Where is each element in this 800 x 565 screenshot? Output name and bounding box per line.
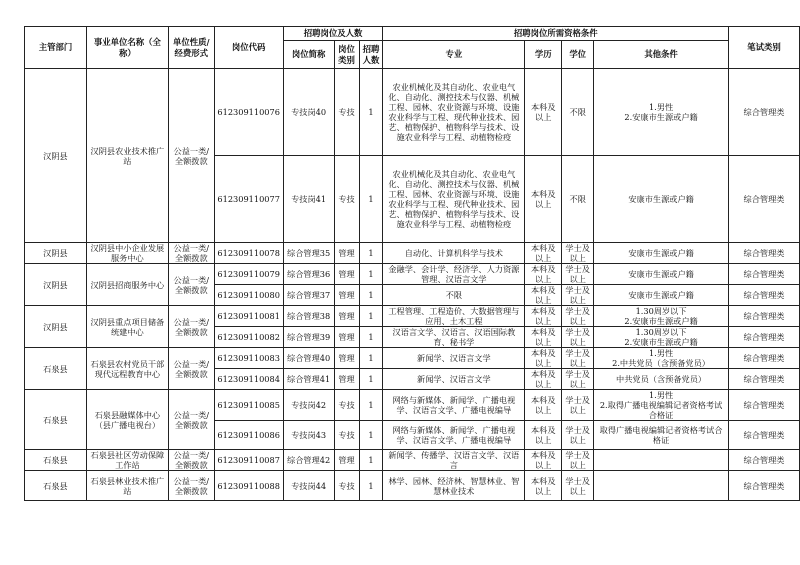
post-name-cell: 综合管理35 bbox=[283, 243, 334, 264]
unit-cell: 汉阴县中小企业发展服务中心 bbox=[86, 243, 168, 264]
other-cell bbox=[594, 421, 729, 450]
degree-cell: 不限 bbox=[562, 69, 594, 156]
degree-cell: 学士及以上 bbox=[562, 390, 594, 421]
count-cell: 1 bbox=[359, 471, 383, 501]
edu-cell: 本科及以上 bbox=[525, 348, 562, 369]
post-type-cell: 专技 bbox=[334, 156, 359, 243]
edu-cell: 本科及以上 bbox=[525, 156, 562, 243]
dept-cell: 汉阴县 bbox=[25, 243, 87, 264]
other-condition-line: 1.30周岁以下 bbox=[635, 327, 687, 337]
exam-cell: 综合管理类 bbox=[728, 348, 799, 369]
edu-cell: 本科及以上 bbox=[525, 390, 562, 421]
post-type-cell: 管理 bbox=[334, 243, 359, 264]
other-cell bbox=[594, 390, 729, 421]
table-row bbox=[25, 450, 800, 471]
table-header bbox=[25, 27, 800, 69]
exam-cell: 综合管理类 bbox=[728, 243, 799, 264]
edu-cell: 本科及以上 bbox=[525, 69, 562, 156]
other-cell bbox=[594, 243, 729, 264]
count-cell: 1 bbox=[359, 243, 383, 264]
count-cell: 1 bbox=[359, 264, 383, 285]
code-cell: 612309110082 bbox=[214, 327, 283, 348]
edu-cell: 本科及以上 bbox=[525, 285, 562, 306]
other-cell bbox=[594, 285, 729, 306]
nature-cell: 公益一类/全额拨款 bbox=[168, 450, 214, 471]
exam-cell: 综合管理类 bbox=[728, 327, 799, 348]
post-type-cell: 专技 bbox=[334, 390, 359, 421]
edu-cell: 本科及以上 bbox=[525, 327, 562, 348]
code-cell: 612309110086 bbox=[214, 421, 283, 450]
dept-cell: 石泉县 bbox=[25, 471, 87, 501]
dept-cell: 石泉县 bbox=[25, 450, 87, 471]
other-cell bbox=[594, 369, 729, 390]
post-name-cell: 专技岗40 bbox=[283, 69, 334, 156]
code-cell: 612309110079 bbox=[214, 264, 283, 285]
count-cell: 1 bbox=[359, 285, 383, 306]
dept-cell: 石泉县 bbox=[25, 348, 87, 390]
code-cell: 612309110078 bbox=[214, 243, 283, 264]
table-row bbox=[25, 264, 800, 285]
exam-cell: 综合管理类 bbox=[728, 264, 799, 285]
degree-cell: 学士及以上 bbox=[562, 306, 594, 327]
code-cell: 612309110077 bbox=[214, 156, 283, 243]
other-condition-line: 1.男性 bbox=[648, 390, 674, 400]
degree-cell: 学士及以上 bbox=[562, 421, 594, 450]
post-type-cell: 专技 bbox=[334, 471, 359, 501]
unit-cell: 汉阴县农业技术推广站 bbox=[86, 69, 168, 243]
count-cell: 1 bbox=[359, 390, 383, 421]
unit-cell: 汉阴县招商服务中心 bbox=[86, 264, 168, 306]
dept-cell: 汉阴县 bbox=[25, 69, 87, 243]
post-type-cell: 管理 bbox=[334, 264, 359, 285]
post-name-cell: 专技岗41 bbox=[283, 156, 334, 243]
exam-cell: 综合管理类 bbox=[728, 369, 799, 390]
table-row bbox=[25, 471, 800, 501]
degree-cell: 学士及以上 bbox=[562, 243, 594, 264]
other-condition-line: 2.安康市生源或户籍 bbox=[624, 112, 698, 122]
major-cell: 网络与新媒体、新闻学、广播电视学、汉语言文学、广播电视编导 bbox=[383, 390, 525, 421]
unit-cell: 石泉县农村党员干部现代远程教育中心 bbox=[86, 348, 168, 390]
post-name-cell: 综合管理36 bbox=[283, 264, 334, 285]
edu-cell: 本科及以上 bbox=[525, 306, 562, 327]
exam-cell: 综合管理类 bbox=[728, 69, 799, 156]
exam-cell: 综合管理类 bbox=[728, 390, 799, 421]
post-name-cell: 综合管理42 bbox=[283, 450, 334, 471]
other-cell bbox=[594, 348, 729, 369]
exam-cell: 综合管理类 bbox=[728, 421, 799, 450]
other-condition-line: 取得广播电视编辑记者资格考试合格证 bbox=[599, 425, 723, 445]
header-dept: 主管部门 bbox=[25, 27, 87, 69]
exam-cell: 综合管理类 bbox=[728, 285, 799, 306]
other-condition-line: 安康市生源或户籍 bbox=[628, 290, 694, 300]
nature-cell: 公益一类/全额拨款 bbox=[168, 306, 214, 348]
other-cell bbox=[594, 306, 729, 327]
nature-cell: 公益一类/全额拨款 bbox=[168, 471, 214, 501]
code-cell: 612309110080 bbox=[214, 285, 283, 306]
other-condition-line: 1.男性 bbox=[648, 102, 674, 112]
nature-cell: 公益一类/全额拨款 bbox=[168, 348, 214, 390]
header-post-name: 岗位简称 bbox=[283, 41, 334, 69]
header-other: 其他条件 bbox=[594, 41, 729, 69]
count-cell: 1 bbox=[359, 421, 383, 450]
code-cell: 612309110083 bbox=[214, 348, 283, 369]
edu-cell: 本科及以上 bbox=[525, 471, 562, 501]
unit-cell: 汉阴县重点项目储备统建中心 bbox=[86, 306, 168, 348]
post-name-cell: 专技岗42 bbox=[283, 390, 334, 421]
header-edu: 学历 bbox=[525, 41, 562, 69]
major-cell: 自动化、计算机科学与技术 bbox=[383, 243, 525, 264]
table-row bbox=[25, 348, 800, 369]
code-cell: 612309110088 bbox=[214, 471, 283, 501]
other-cell bbox=[594, 156, 729, 243]
edu-cell: 本科及以上 bbox=[525, 264, 562, 285]
post-name-cell: 专技岗43 bbox=[283, 421, 334, 450]
post-type-cell: 专技 bbox=[334, 421, 359, 450]
code-cell: 612309110084 bbox=[214, 369, 283, 390]
post-type-cell: 管理 bbox=[334, 306, 359, 327]
other-condition-line: 安康市生源或户籍 bbox=[628, 194, 694, 204]
other-condition-line: 1.30周岁以下 bbox=[635, 306, 687, 316]
post-name-cell: 专技岗44 bbox=[283, 471, 334, 501]
post-type-cell: 管理 bbox=[334, 285, 359, 306]
degree-cell: 学士及以上 bbox=[562, 327, 594, 348]
header-nature: 单位性质/经费形式 bbox=[168, 27, 214, 69]
degree-cell: 学士及以上 bbox=[562, 471, 594, 501]
other-condition-line: 2.取得广播电视编辑记者资格考试合格证 bbox=[599, 400, 723, 420]
header-exam: 笔试类别 bbox=[728, 27, 799, 69]
code-cell: 612309110076 bbox=[214, 69, 283, 156]
post-name-cell: 综合管理37 bbox=[283, 285, 334, 306]
recruitment-table-sheet bbox=[24, 26, 800, 501]
count-cell: 1 bbox=[359, 348, 383, 369]
code-cell: 612309110081 bbox=[214, 306, 283, 327]
header-post-type: 岗位类别 bbox=[334, 41, 359, 69]
edu-cell: 本科及以上 bbox=[525, 450, 562, 471]
major-cell: 新闻学、汉语言文学 bbox=[383, 369, 525, 390]
dept-cell: 石泉县 bbox=[25, 390, 87, 450]
degree-cell: 不限 bbox=[562, 156, 594, 243]
header-posts-group: 招聘岗位及人数 bbox=[283, 27, 383, 41]
exam-cell: 综合管理类 bbox=[728, 306, 799, 327]
header-major: 专业 bbox=[383, 41, 525, 69]
other-cell bbox=[594, 264, 729, 285]
post-name-cell: 综合管理40 bbox=[283, 348, 334, 369]
other-condition-line: 2.中共党员（含预备党员） bbox=[612, 358, 710, 368]
dept-cell: 汉阴县 bbox=[25, 306, 87, 348]
exam-cell: 综合管理类 bbox=[728, 471, 799, 501]
count-cell: 1 bbox=[359, 69, 383, 156]
other-cell bbox=[594, 471, 729, 501]
code-cell: 612309110087 bbox=[214, 450, 283, 471]
major-cell: 汉语言文学、汉语言、汉语国际教育、秘书学 bbox=[383, 327, 525, 348]
major-cell: 新闻学、汉语言文学 bbox=[383, 348, 525, 369]
other-cell bbox=[594, 327, 729, 348]
count-cell: 1 bbox=[359, 327, 383, 348]
major-cell: 网络与新媒体、新闻学、广播电视学、汉语言文学、广播电视编导 bbox=[383, 421, 525, 450]
degree-cell: 学士及以上 bbox=[562, 348, 594, 369]
post-type-cell: 管理 bbox=[334, 348, 359, 369]
edu-cell: 本科及以上 bbox=[525, 369, 562, 390]
other-condition-line: 2.安康市生源或户籍 bbox=[624, 337, 698, 347]
other-condition-line: 安康市生源或户籍 bbox=[628, 269, 694, 279]
table-row bbox=[25, 306, 800, 327]
degree-cell: 学士及以上 bbox=[562, 285, 594, 306]
header-unit: 事业单位名称（全称） bbox=[86, 27, 168, 69]
unit-cell: 石泉县融媒体中心（县广播电视台） bbox=[86, 390, 168, 450]
major-cell: 农业机械化及其自动化、农业电气化、自动化、测控技术与仪器、机械工程、园林、农业资源与环境、设施农业科学与工程、现代种业技术、园艺、植物保护、植物科学与技术、设施农业科学与工程、动植物检疫 bbox=[383, 69, 525, 156]
code-cell: 612309110085 bbox=[214, 390, 283, 421]
table-row bbox=[25, 390, 800, 421]
exam-cell: 综合管理类 bbox=[728, 156, 799, 243]
count-cell: 1 bbox=[359, 306, 383, 327]
other-condition-line: 安康市生源或户籍 bbox=[628, 248, 694, 258]
post-name-cell: 综合管理41 bbox=[283, 369, 334, 390]
nature-cell: 公益一类/全额拨款 bbox=[168, 243, 214, 264]
major-cell: 农业机械化及其自动化、农业电气化、自动化、测控技术与仪器、机械工程、园林、农业资源与环境、设施农业科学与工程、现代种业技术、园艺、植物保护、植物科学与技术、设施农业科学与工程、动植物检疫 bbox=[383, 156, 525, 243]
post-type-cell: 管理 bbox=[334, 369, 359, 390]
major-cell: 金融学、会计学、经济学、人力资源管理、汉语言文学 bbox=[383, 264, 525, 285]
header-code: 岗位代码 bbox=[214, 27, 283, 69]
recruitment-table bbox=[24, 26, 800, 501]
table-body bbox=[25, 69, 800, 501]
post-type-cell: 管理 bbox=[334, 450, 359, 471]
degree-cell: 学士及以上 bbox=[562, 450, 594, 471]
exam-cell: 综合管理类 bbox=[728, 450, 799, 471]
unit-cell: 石泉县林业技术推广站 bbox=[86, 471, 168, 501]
other-condition-line: 中共党员（含预备党员） bbox=[616, 374, 707, 384]
count-cell: 1 bbox=[359, 450, 383, 471]
major-cell: 林学、园林、经济林、智慧林业、智慧林业技术 bbox=[383, 471, 525, 501]
count-cell: 1 bbox=[359, 369, 383, 390]
other-condition-line: 2.安康市生源或户籍 bbox=[624, 316, 698, 326]
other-condition-line: 1.男性 bbox=[648, 348, 674, 358]
edu-cell: 本科及以上 bbox=[525, 243, 562, 264]
nature-cell: 公益一类/全额拨款 bbox=[168, 390, 214, 450]
major-cell: 不限 bbox=[383, 285, 525, 306]
table-row bbox=[25, 69, 800, 156]
major-cell: 新闻学、传播学、汉语言文学、汉语言 bbox=[383, 450, 525, 471]
degree-cell: 学士及以上 bbox=[562, 369, 594, 390]
other-cell bbox=[594, 69, 729, 156]
dept-cell: 汉阴县 bbox=[25, 264, 87, 306]
header-count: 招聘人数 bbox=[359, 41, 383, 69]
nature-cell: 公益一类/全额拨款 bbox=[168, 69, 214, 243]
post-name-cell: 综合管理38 bbox=[283, 306, 334, 327]
other-cell bbox=[594, 450, 729, 471]
post-name-cell: 综合管理39 bbox=[283, 327, 334, 348]
header-requirements-group: 招聘岗位所需资格条件 bbox=[383, 27, 728, 41]
count-cell: 1 bbox=[359, 156, 383, 243]
header-degree: 学位 bbox=[562, 41, 594, 69]
degree-cell: 学士及以上 bbox=[562, 264, 594, 285]
unit-cell: 石泉县社区劳动保障工作站 bbox=[86, 450, 168, 471]
edu-cell: 本科及以上 bbox=[525, 421, 562, 450]
post-type-cell: 管理 bbox=[334, 327, 359, 348]
post-type-cell: 专技 bbox=[334, 69, 359, 156]
major-cell: 工程管理、工程造价、大数据管理与应用、土木工程 bbox=[383, 306, 525, 327]
nature-cell: 公益一类/全额拨款 bbox=[168, 264, 214, 306]
table-row bbox=[25, 243, 800, 264]
